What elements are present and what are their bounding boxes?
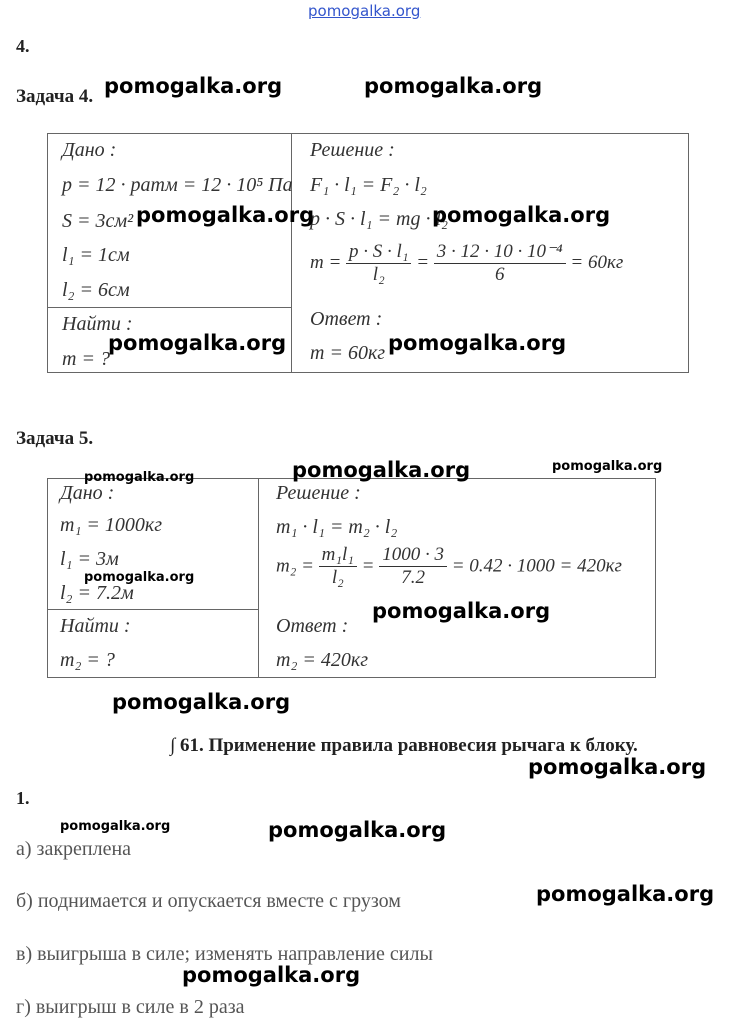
task4-solution-2: p · S · l₁ = mg · l₂: [310, 208, 448, 230]
task4-formula-result: = 60кг: [570, 252, 624, 273]
task5-title: Задача 5.: [16, 428, 94, 449]
watermark: pomogalka.org: [552, 459, 663, 474]
task5-find: m₂ = ?: [60, 649, 115, 671]
answer-item-a: а) закреплена: [16, 838, 132, 860]
task4-formula-left: m =: [310, 252, 342, 273]
task4-answer: m = 60кг: [310, 342, 386, 364]
watermark: pomogalka.org: [104, 74, 283, 98]
answer-item-b: б) поднимается и опускается вместе с грузом: [16, 890, 401, 912]
task5-given-3: l₂ = 7.2м: [60, 582, 134, 604]
task4-given-1: p = 12 · pатм = 12 · 10⁵ Па: [62, 174, 293, 196]
task4-formula: m = $\frac{\text{p · S · l₁}}{\text{l₂}}$ = $\frac{\text{3 · 12 · 10 · 10⁻⁴}}{6}$ = 60кг: [310, 240, 624, 285]
watermark: pomogalka.org: [268, 818, 447, 842]
task4-fraction-1-den: l₂: [372, 263, 385, 285]
task4-find-label: Найти :: [62, 313, 133, 335]
answer-item-d: г) выигрыш в силе в 2 раза: [16, 996, 245, 1018]
watermark: pomogalka.org: [292, 458, 471, 482]
task5-fraction-1-num: m₁l₁: [319, 544, 357, 567]
task5-solution-1: m₁ · l₁ = m₂ · l₂: [276, 516, 398, 538]
section-number: 4.: [16, 36, 30, 56]
section61-number: 1.: [16, 788, 30, 808]
watermark: pomogalka.org: [364, 74, 543, 98]
task5-divider-v: [258, 478, 259, 678]
task4-fraction-2-num: 3 · 12 · 10 · 10⁻⁴: [434, 240, 566, 264]
task5-find-label: Найти :: [60, 615, 131, 637]
watermark: pomogalka.org: [108, 331, 287, 355]
task5-fraction-1: [319, 544, 357, 589]
task5-answer-label: Ответ :: [276, 615, 349, 637]
section61-title: ∫ 61. Применение правила равновесия рычага к блоку.: [170, 735, 638, 756]
task4-given-4: l₂ = 6см: [62, 279, 130, 301]
watermark: pomogalka.org: [528, 755, 707, 779]
task4-answer-label: Ответ :: [310, 308, 383, 330]
watermark: pomogalka.org: [536, 882, 715, 906]
task4-given-2: S = 3см²: [62, 210, 134, 232]
task5-fraction-2-den: 7.2: [401, 567, 425, 588]
task4-fraction-2: [434, 240, 566, 286]
watermark: pomogalka.org: [84, 570, 195, 585]
task5-fraction-2: [379, 544, 447, 589]
task5-given-2: l₁ = 3м: [60, 548, 119, 570]
task5-formula-result: = 0.42 · 1000 = 420кг: [451, 555, 622, 577]
task5-divider-h: [47, 609, 258, 610]
task4-title: Задача 4.: [16, 86, 94, 107]
watermark: pomogalka.org: [84, 470, 195, 485]
task4-given-3: l₁ = 1см: [62, 244, 130, 266]
watermark: pomogalka.org: [136, 203, 315, 227]
task5-given-label: Дано :: [60, 482, 115, 504]
task5-given-1: m₁ = 1000кг: [60, 514, 163, 536]
watermark: pomogalka.org: [432, 203, 611, 227]
task4-find: m = ?: [62, 348, 110, 370]
answer-item-c: в) выигрыша в силе; изменять направление силы: [16, 943, 433, 965]
task5-formula: m₂ = $\frac{\text{m₁l₁}}{\text{l₂}}$ = $\frac{1000 \cdot 3}{7.2}$ = 0.42 · 1000 = 420кг: [276, 544, 622, 588]
task4-divider-v: [291, 133, 292, 373]
watermark: pomogalka.org: [112, 690, 291, 714]
task4-solution-1: F₁ · l₁ = F₂ · l₂: [310, 174, 427, 196]
task4-solution-label: Решение :: [310, 139, 395, 161]
task4-fraction-1: [346, 241, 411, 286]
task5-formula-left: m₂ =: [276, 555, 314, 577]
task4-fraction-2-den: 6: [494, 264, 505, 285]
task4-fraction-1-num: p · S · l₁: [346, 241, 411, 264]
watermark: pomogalka.org: [372, 599, 551, 623]
task4-given-label: Дано :: [62, 139, 117, 161]
task5-fraction-2-num: 1000 · 3: [379, 544, 447, 567]
task5-answer: m₂ = 420кг: [276, 649, 369, 671]
watermark: pomogalka.org: [60, 819, 171, 834]
task5-fraction-1-den: l₂: [331, 567, 344, 588]
task4-divider-h: [47, 307, 291, 308]
site-header[interactable]: pomogalka.org: [308, 2, 421, 20]
task5-solution-label: Решение :: [276, 482, 361, 504]
watermark: pomogalka.org: [182, 963, 361, 987]
watermark: pomogalka.org: [388, 331, 567, 355]
